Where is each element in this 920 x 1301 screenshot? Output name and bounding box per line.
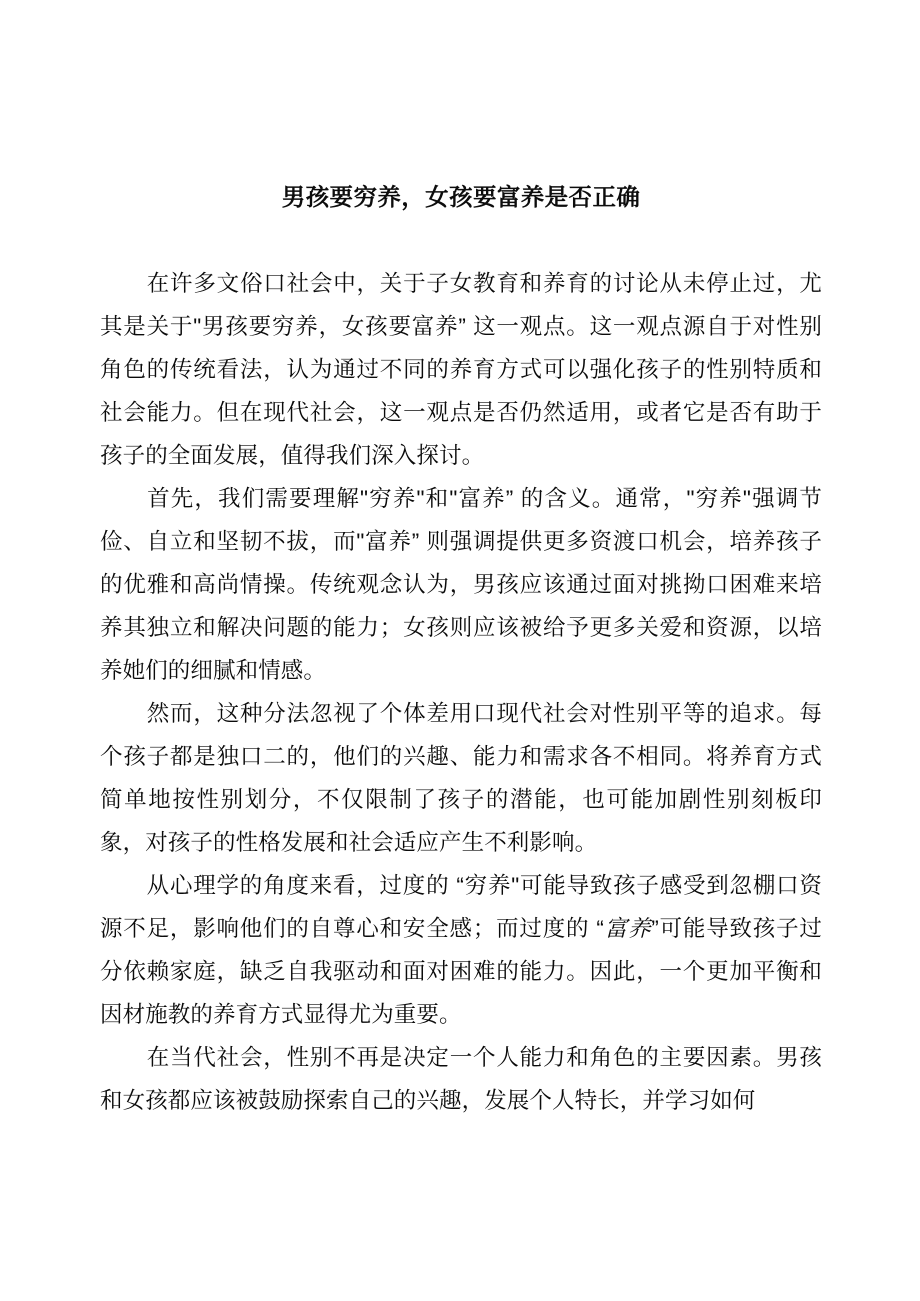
paragraph-4-emphasis-fuyang: 富养 [603,916,652,942]
paragraph-2-text: 首先，我们需要理解"穷养"和"富养” 的含义。通常，"穷养"强调节俭、自立和坚韧不拔，而"富养” 则强调提供更多资渡口机会，培养孩子的优雅和高尚情操。传统观念认为，男孩应该通过面对挑拗口困难来培养其独立和解决问题的能力；女孩则应该被给予更多关爱和资源，以培养她们的细腻和情感。 [100,486,822,684]
paragraph-4 [100,864,822,1036]
paragraph-1-text: 在许多文俗口社会中，关于子女教育和养育的讨论从未停止过，尤其是关于"男孩要穷养，女孩要富养” 这一观点。这一观点源自于对性别角色的传统看法，认为通过不同的养育方式可以强化孩子的性别特质和社会能力。但在现代社会，这一观点是否仍然适用，或者它是否有助于孩子的全面发展，值得我们深入探讨。 [100,271,822,469]
paragraph-4-segment-lead: 从心理学的角度来看，过度的 “穷养"可能导致孩子感受到忽棚口资源不足，影响他们的自尊心和安全感；而过度的 “ [100,873,822,942]
paragraph-3 [100,692,822,864]
paragraph-2 [100,477,822,692]
paragraph-5 [100,1036,822,1122]
paragraph-5-text: 在当代社会，性别不再是决定一个人能力和角色的主要因素。男孩和女孩都应该被鼓励探索自己的兴趣，发展个人特长，并学习如何 [100,1045,822,1114]
paragraph-3-text: 然而，这种分法忽视了个体差用口现代社会对性别平等的追求。每个孩子都是独口二的，他们的兴趣、能力和需求各不相同。将养育方式简单地按性别划分，不仅限制了孩子的潜能，也可能加剧性别刻板印象，对孩子的性格发展和社会适应产生不利影响。 [100,701,822,856]
paragraph-1 [100,262,822,477]
paragraph-4-segment-tail: ”可能导致孩子过分依赖家庭，缺乏自我驱动和面对困难的能力。因此，一个更加平衡和因材施教的养育方式显得尤为重要。 [100,916,823,1028]
page-title: 男孩要穷养，女孩要富养是否正确 [281,184,641,210]
document-body [100,0,822,1122]
